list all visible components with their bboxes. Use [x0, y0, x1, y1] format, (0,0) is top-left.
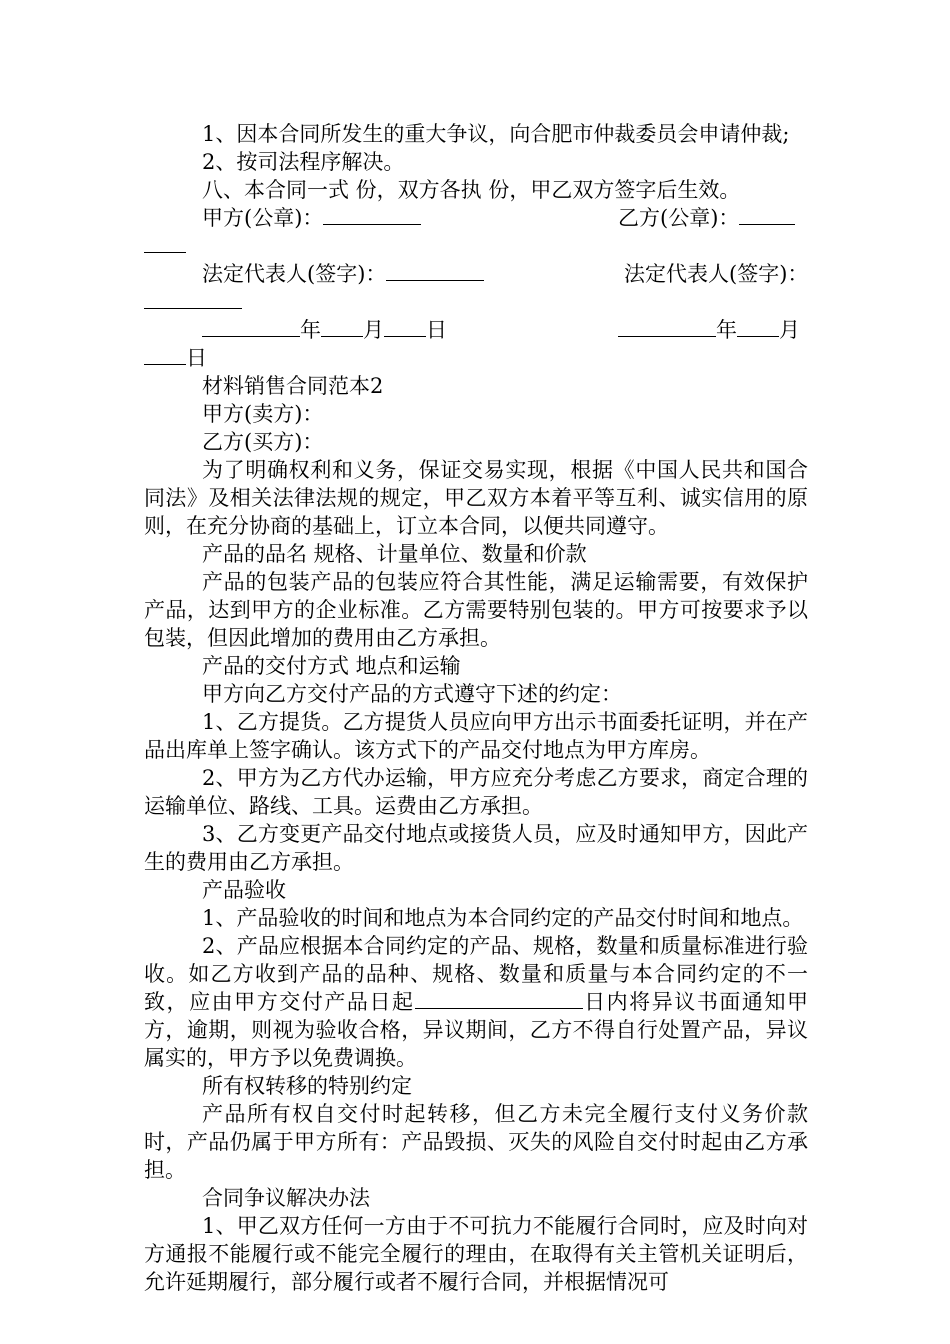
- party-a-representative-label: 法定代表人(签字)：: [202, 262, 387, 286]
- clause-copies: 八、本合同一式 份，双方各执 份，甲乙双方签字后生效。: [202, 178, 741, 202]
- party-a-seal-label: 甲方(公章)：: [202, 206, 324, 230]
- party-b-day-blank: [144, 344, 186, 365]
- party-b-representative-blank: [144, 288, 242, 309]
- signature-row-seal: [144, 204, 808, 232]
- signature-row-date: [144, 316, 808, 344]
- date-continued: [144, 344, 808, 372]
- party-b-buyer: 乙方(买方)：: [202, 430, 324, 454]
- ownership-paragraph: 产品所有权自交付时起转移，但乙方未完全履行支付义务价款时，产品仍属于甲方所有：产品毁损、灭失的风险自交付时起由乙方承担。: [144, 1102, 808, 1182]
- party-b-seal-label: 乙方(公章)：: [618, 206, 740, 230]
- heading-product: 产品的品名 规格、计量单位、数量和价款: [202, 542, 587, 566]
- party-a-day-label: 日: [426, 318, 447, 342]
- document-page: [144, 120, 808, 1296]
- party-a-seal-blank: [323, 204, 421, 225]
- party-b-month-blank: [737, 316, 779, 337]
- party-a-seller: 甲方(卖方)：: [202, 402, 324, 426]
- seal-blank-continued: [144, 232, 808, 260]
- party-a-representative: [202, 260, 484, 288]
- party-b-representative-label: 法定代表人(签字)：: [624, 262, 809, 286]
- delivery-intro: 甲方向乙方交付产品的方式遵守下述的约定：: [202, 682, 622, 706]
- party-a-year-blank: [202, 316, 300, 337]
- heading-ownership: 所有权转移的特别约定: [202, 1074, 412, 1098]
- acceptance-item-2: [144, 932, 808, 1072]
- acceptance-item-2-part-1: 2、产品应根据本合同约定的产品、规格，数量和质量标准进行验收。如乙方收到产品的品种、规格、数量和质量与本合同约定的不一致，应由甲方交付产品日起: [144, 934, 808, 1014]
- dispute-item-1: 1、甲乙双方任何一方由于不可抗力不能履行合同时，应及时向对方通报不能履行或不能完全履行的理由，在取得有关主管机关证明后，允许延期履行，部分履行或者不履行合同，并根据情况可: [144, 1214, 808, 1294]
- signature-row-representative: [144, 260, 808, 288]
- party-b-date: [618, 316, 800, 344]
- packaging-paragraph: 产品的包装产品的包装应符合其性能，满足运输需要，有效保护产品，达到甲方的企业标准。乙方需要特别包装的。甲方可按要求予以包装，但因此增加的费用由乙方承担。: [144, 570, 808, 650]
- clause-litigation: 2、按司法程序解决。: [202, 150, 405, 174]
- party-b-representative: [624, 260, 808, 288]
- delivery-item-1: 1、乙方提货。乙方提货人员应向甲方出示书面委托证明，并在产品出库单上签字确认。该方式下的产品交付地点为甲方库房。: [144, 710, 808, 762]
- party-a-month-label: 月: [363, 318, 384, 342]
- party-b-seal: [618, 204, 795, 232]
- party-b-year-blank: [618, 316, 716, 337]
- party-b-seal-blank-continued: [144, 232, 186, 253]
- delivery-item-2: 2、甲方为乙方代办运输，甲方应充分考虑乙方要求，商定合理的运输单位、路线、工具。运费由乙方承担。: [144, 766, 808, 818]
- heading-acceptance: 产品验收: [202, 878, 286, 902]
- heading-dispute: 合同争议解决办法: [202, 1186, 370, 1210]
- clause-arbitration: 1、因本合同所发生的重大争议，向合肥市仲裁委员会申请仲裁;: [202, 122, 790, 146]
- party-a-seal: [202, 204, 421, 232]
- party-b-year-label: 年: [716, 318, 737, 342]
- objection-days-blank: [415, 988, 583, 1009]
- party-a-date: [202, 316, 447, 344]
- delivery-item-3: 3、乙方变更产品交付地点或接货人员，应及时通知甲方，因此产生的费用由乙方承担。: [144, 822, 808, 874]
- party-b-month-label: 月: [779, 318, 800, 342]
- representative-blank-continued: [144, 288, 808, 316]
- acceptance-item-1: 1、产品验收的时间和地点为本合同约定的产品交付时间和地点。: [202, 906, 804, 930]
- party-a-month-blank: [321, 316, 363, 337]
- party-a-year-label: 年: [300, 318, 321, 342]
- party-b-day-label: 日: [186, 346, 207, 370]
- party-a-representative-blank: [386, 260, 484, 281]
- heading-delivery: 产品的交付方式 地点和运输: [202, 654, 461, 678]
- party-a-day-blank: [384, 316, 426, 337]
- acceptance-item-2-part-2: 日内将异议书面通知甲方，逾期，则视为验收合格，异议期间，乙方不得自行处置产品，异议属实的，甲方予以免费调换。: [144, 990, 809, 1070]
- intro-paragraph: 为了明确权利和义务，保证交易实现，根据《中国人民共和国合同法》及相关法律法规的规定，甲乙双方本着平等互利、诚实信用的原则，在充分协商的基础上，订立本合同，以便共同遵守。: [144, 458, 808, 538]
- party-b-seal-blank: [739, 204, 795, 225]
- contract-title: 材料销售合同范本2: [202, 374, 384, 398]
